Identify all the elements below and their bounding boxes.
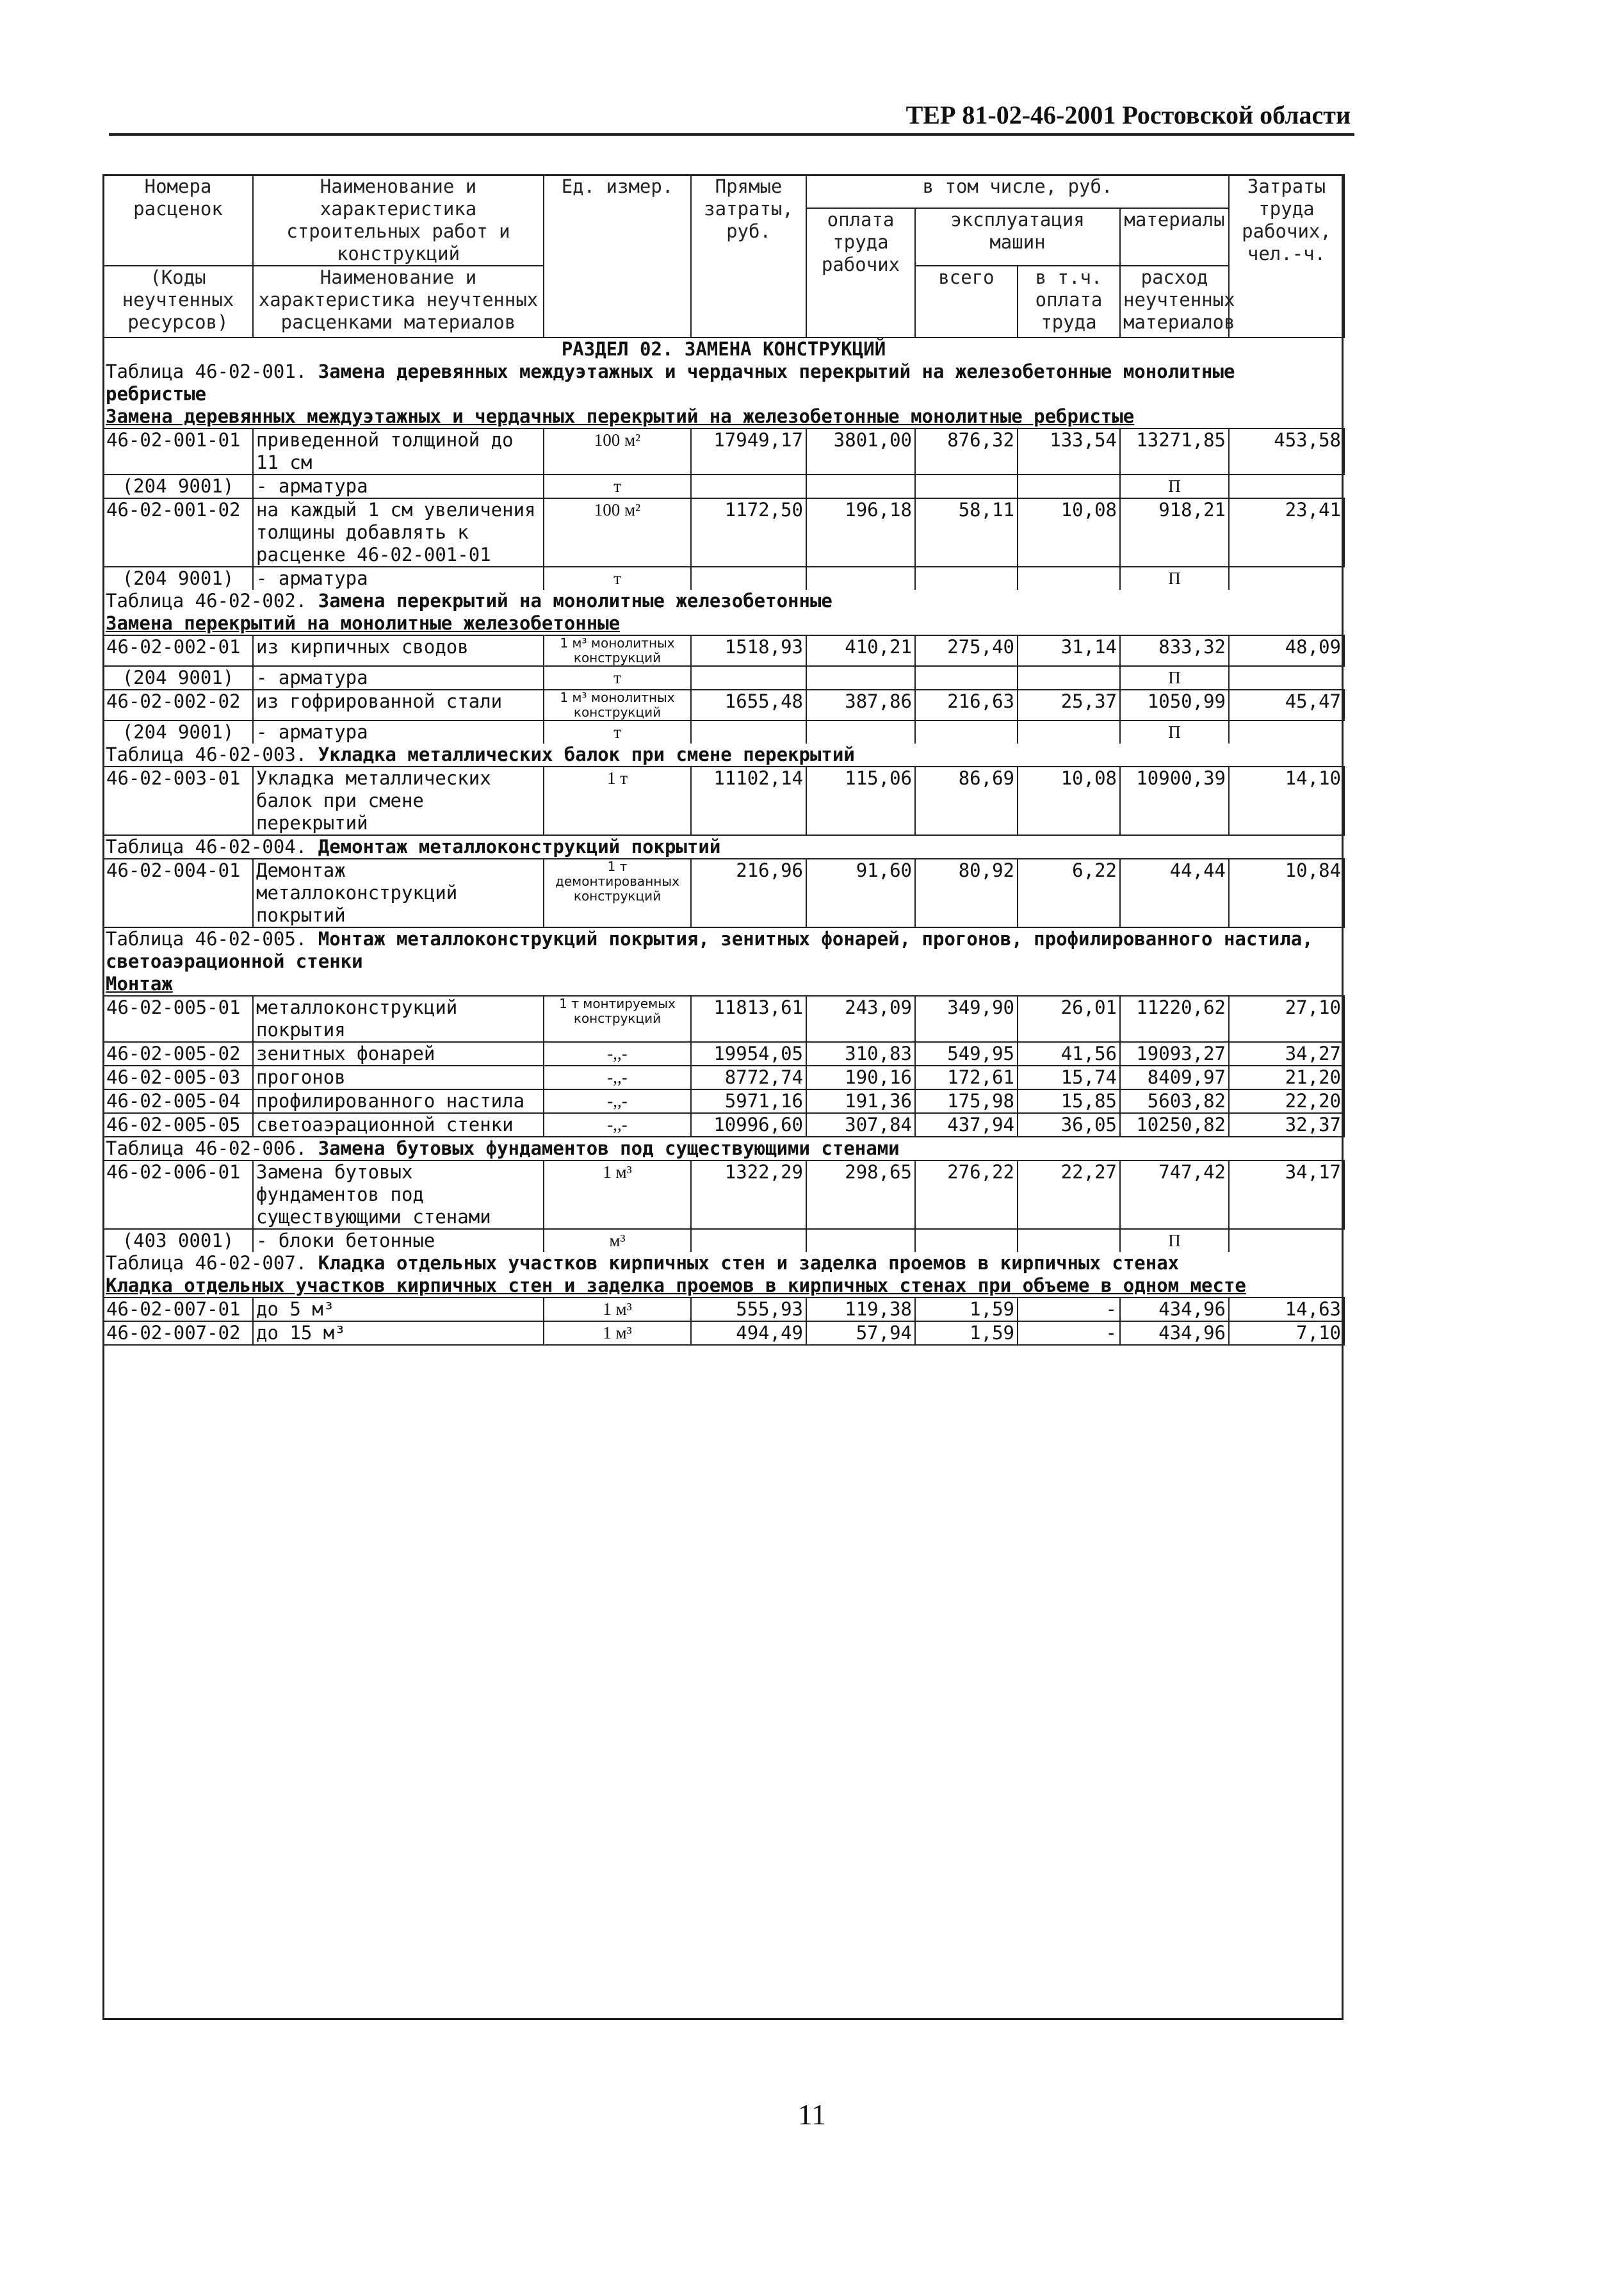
rate-code: (204 9001): [103, 475, 253, 498]
section-title: РАЗДЕЛ 02. ЗАМЕНА КОНСТРУКЦИЙ: [561, 338, 886, 360]
unit: -,,-: [544, 1113, 691, 1137]
table-title-row: [103, 927, 1344, 973]
table-subhead: [103, 1274, 1344, 1298]
machines-pay: [1018, 1229, 1120, 1252]
unit: м³: [544, 1229, 691, 1252]
resource-row: [103, 567, 1344, 590]
table-subhead: [103, 973, 1344, 996]
labor-hours: 34,27: [1229, 1042, 1344, 1066]
materials: 5603,82: [1120, 1089, 1229, 1113]
rate-code: 46-02-005-05: [103, 1113, 253, 1137]
labor-hours: 10,84: [1229, 859, 1344, 927]
materials: 8409,97: [1120, 1066, 1229, 1089]
machines-total: 276,22: [915, 1160, 1018, 1229]
rate-code: 46-02-001-01: [103, 428, 253, 475]
table-name: Кладка отдельных участков кирпичных стен и заделка проемов в кирпичных стенах: [307, 1252, 1180, 1274]
page-header: [109, 96, 1354, 136]
machines-pay: 41,56: [1018, 1042, 1120, 1066]
work-name: из гофрированной стали: [253, 690, 544, 720]
work-name: светоаэрационной стенки: [253, 1113, 544, 1137]
labor-pay: [806, 720, 915, 744]
work-name: Укладка металлических балок при смене перекрытий: [253, 767, 544, 835]
machines-total: 549,95: [915, 1042, 1018, 1066]
labor-pay: [806, 666, 915, 690]
materials: 833,32: [1120, 635, 1229, 666]
labor-pay: 196,18: [806, 498, 915, 567]
unit: 1 т демонтированных конструкций: [544, 859, 691, 927]
rate-row: [103, 498, 1344, 567]
labor-hours: [1229, 666, 1344, 690]
machines-pay: 10,08: [1018, 498, 1120, 567]
table-subhead-text: Замена деревянных междуэтажных и чердачных перекрытий на железобетонные монолитные ребристые: [106, 405, 1135, 427]
rate-row: [103, 1160, 1344, 1229]
work-name: до 15 м³: [253, 1321, 544, 1345]
table-title-row: [103, 835, 1344, 859]
table-subhead-text: Кладка отдельных участков кирпичных стен и заделка проемов в кирпичных стенах при объеме в одном месте: [106, 1274, 1246, 1296]
rate-code: 46-02-005-02: [103, 1042, 253, 1066]
machines-total: 1,59: [915, 1298, 1018, 1321]
rate-code: 46-02-007-02: [103, 1321, 253, 1345]
machines-pay: [1018, 567, 1120, 590]
rate-code: 46-02-001-02: [103, 498, 253, 567]
subhead-row: [103, 612, 1344, 635]
labor-hours: 14,10: [1229, 767, 1344, 835]
header-row-1: [103, 175, 1344, 208]
direct-costs: 10996,60: [691, 1113, 806, 1137]
direct-costs: 555,93: [691, 1298, 806, 1321]
table-name: Демонтаж металлоконструкций покрытий: [307, 836, 721, 858]
unit: т: [544, 567, 691, 590]
table-name: Замена бутовых фундаментов под существующими стенами: [307, 1137, 900, 1159]
col-hours: Затраты труда рабочих, чел.-ч.: [1229, 175, 1344, 338]
machines-pay: 25,37: [1018, 690, 1120, 720]
resource-row: [103, 666, 1344, 690]
unit: т: [544, 475, 691, 498]
labor-pay: 91,60: [806, 859, 915, 927]
rate-row: [103, 767, 1344, 835]
machines-total: [915, 475, 1018, 498]
unit: 1 м³ монолитных конструкций: [544, 635, 691, 666]
labor-pay: 119,38: [806, 1298, 915, 1321]
table-subhead: [103, 612, 1344, 635]
table-title-row: [103, 590, 1344, 612]
table-title: [103, 590, 1344, 612]
table-number: Таблица 46-02-002.: [106, 590, 307, 612]
labor-hours: 23,41: [1229, 498, 1344, 567]
table-name: Укладка металлических балок при смене перекрытий: [307, 744, 855, 765]
machines-total: [915, 567, 1018, 590]
unit: 100 м²: [544, 428, 691, 475]
col-machines-pay: в т.ч. оплата труда: [1018, 266, 1120, 338]
machines-total: 172,61: [915, 1066, 1018, 1089]
machines-pay: -: [1018, 1298, 1120, 1321]
machines-total: 175,98: [915, 1089, 1018, 1113]
work-name: - арматура: [253, 567, 544, 590]
machines-pay: 6,22: [1018, 859, 1120, 927]
unit: т: [544, 666, 691, 690]
machines-pay: 26,01: [1018, 996, 1120, 1042]
table-number: Таблица 46-02-004.: [106, 836, 307, 858]
labor-pay: 3801,00: [806, 428, 915, 475]
work-name: Замена бутовых фундаментов под существующими стенами: [253, 1160, 544, 1229]
machines-total: 80,92: [915, 859, 1018, 927]
direct-costs: 1172,50: [691, 498, 806, 567]
table-name: Монтаж металлоконструкций покрытия, зенитных фонарей, прогонов, профилированного настила, светоаэрационной стенки: [106, 928, 1313, 972]
subhead-row: [103, 973, 1344, 996]
direct-costs: [691, 567, 806, 590]
labor-hours: [1229, 720, 1344, 744]
table-subhead-text: Замена перекрытий на монолитные железобетонные: [106, 612, 621, 634]
work-name: - арматура: [253, 720, 544, 744]
materials: П: [1120, 666, 1229, 690]
labor-pay: 57,94: [806, 1321, 915, 1345]
rate-code: 46-02-005-04: [103, 1089, 253, 1113]
direct-costs: 11102,14: [691, 767, 806, 835]
machines-pay: 22,27: [1018, 1160, 1120, 1229]
labor-hours: 7,10: [1229, 1321, 1344, 1345]
work-name: - блоки бетонные: [253, 1229, 544, 1252]
labor-hours: 453,58: [1229, 428, 1344, 475]
labor-pay: [806, 475, 915, 498]
table-title: [103, 744, 1344, 767]
labor-hours: 22,20: [1229, 1089, 1344, 1113]
work-name: из кирпичных сводов: [253, 635, 544, 666]
table-body: [103, 175, 1344, 1345]
labor-pay: 115,06: [806, 767, 915, 835]
work-name: Демонтаж металлоконструкций покрытий: [253, 859, 544, 927]
direct-costs: 5971,16: [691, 1089, 806, 1113]
col-direct: Прямые затраты, руб.: [691, 175, 806, 338]
unit: 1 м³: [544, 1160, 691, 1229]
col-name-unrated: Наименование и характеристика неучтенных расценками материалов: [253, 266, 544, 338]
unit: -,,-: [544, 1066, 691, 1089]
machines-total: [915, 666, 1018, 690]
rate-row: [103, 859, 1344, 927]
table-title: [103, 361, 1344, 405]
labor-pay: 191,36: [806, 1089, 915, 1113]
materials: 10250,82: [1120, 1113, 1229, 1137]
rate-row: [103, 1089, 1344, 1113]
labor-pay: 410,21: [806, 635, 915, 666]
unit: 100 м²: [544, 498, 691, 567]
rate-code: 46-02-005-03: [103, 1066, 253, 1089]
table-title: [103, 927, 1344, 973]
direct-costs: 1518,93: [691, 635, 806, 666]
rate-code: 46-02-006-01: [103, 1160, 253, 1229]
rate-row: [103, 1321, 1344, 1345]
materials: П: [1120, 1229, 1229, 1252]
labor-pay: 307,84: [806, 1113, 915, 1137]
direct-costs: 216,96: [691, 859, 806, 927]
col-labor-pay: оплата труда рабочих: [806, 208, 915, 338]
col-name: Наименование и характеристика строительных работ и конструкций: [253, 175, 544, 266]
table-number: Таблица 46-02-003.: [106, 744, 307, 765]
col-codes: Номера расценок: [103, 175, 253, 266]
rate-row: [103, 1042, 1344, 1066]
machines-total: 86,69: [915, 767, 1018, 835]
direct-costs: 17949,17: [691, 428, 806, 475]
machines-pay: 31,14: [1018, 635, 1120, 666]
table-title: [103, 835, 1344, 859]
unit: 1 т: [544, 767, 691, 835]
labor-hours: [1229, 475, 1344, 498]
labor-hours: 48,09: [1229, 635, 1344, 666]
materials: 10900,39: [1120, 767, 1229, 835]
direct-costs: 1655,48: [691, 690, 806, 720]
materials: 19093,27: [1120, 1042, 1229, 1066]
col-unrated-consumption: расход неучтенных материалов: [1120, 266, 1229, 338]
rate-code: (204 9001): [103, 720, 253, 744]
machines-pay: 10,08: [1018, 767, 1120, 835]
materials: 1050,99: [1120, 690, 1229, 720]
resource-row: [103, 475, 1344, 498]
resource-row: [103, 720, 1344, 744]
labor-pay: [806, 567, 915, 590]
table-number: Таблица 46-02-001.: [106, 361, 307, 382]
machines-total: 1,59: [915, 1321, 1018, 1345]
labor-hours: 32,37: [1229, 1113, 1344, 1137]
table-number: Таблица 46-02-007.: [106, 1252, 307, 1274]
table-number: Таблица 46-02-006.: [106, 1137, 307, 1159]
direct-costs: 19954,05: [691, 1042, 806, 1066]
machines-total: 349,90: [915, 996, 1018, 1042]
unit: 1 м³: [544, 1321, 691, 1345]
rate-code: 46-02-002-02: [103, 690, 253, 720]
work-name: приведенной толщиной до 11 см: [253, 428, 544, 475]
materials: П: [1120, 475, 1229, 498]
table-title-row: [103, 1137, 1344, 1160]
labor-hours: 34,17: [1229, 1160, 1344, 1229]
document-code: ТЕР 81-02-46-2001 Ростовской области: [905, 101, 1351, 129]
work-name: на каждый 1 см увеличения толщины добавлять к расценке 46-02-001-01: [253, 498, 544, 567]
table-number: Таблица 46-02-005.: [106, 928, 307, 950]
work-name: зенитных фонарей: [253, 1042, 544, 1066]
labor-hours: [1229, 1229, 1344, 1252]
materials: 11220,62: [1120, 996, 1229, 1042]
labor-hours: 14,63: [1229, 1298, 1344, 1321]
unit: -,,-: [544, 1089, 691, 1113]
rate-row: [103, 1113, 1344, 1137]
direct-costs: 1322,29: [691, 1160, 806, 1229]
rate-code: (204 9001): [103, 567, 253, 590]
unit: 1 т монтируемых конструкций: [544, 996, 691, 1042]
direct-costs: [691, 475, 806, 498]
rate-code: 46-02-007-01: [103, 1298, 253, 1321]
machines-pay: -: [1018, 1321, 1120, 1345]
table-name: Замена перекрытий на монолитные железобетонные: [307, 590, 832, 612]
machines-pay: 15,85: [1018, 1089, 1120, 1113]
labor-hours: 21,20: [1229, 1066, 1344, 1089]
rate-code: 46-02-002-01: [103, 635, 253, 666]
machines-pay: 36,05: [1018, 1113, 1120, 1137]
labor-pay: 310,83: [806, 1042, 915, 1066]
machines-pay: [1018, 720, 1120, 744]
materials: 434,96: [1120, 1298, 1229, 1321]
machines-total: [915, 720, 1018, 744]
labor-hours: [1229, 567, 1344, 590]
machines-pay: [1018, 475, 1120, 498]
machines-pay: 15,74: [1018, 1066, 1120, 1089]
labor-pay: 387,86: [806, 690, 915, 720]
col-unit: Ед. измер.: [544, 175, 691, 338]
direct-costs: [691, 1229, 806, 1252]
unit: -,,-: [544, 1042, 691, 1066]
table-subhead-text: Монтаж: [106, 973, 173, 995]
materials: 434,96: [1120, 1321, 1229, 1345]
materials: 44,44: [1120, 859, 1229, 927]
rate-row: [103, 996, 1344, 1042]
machines-total: 216,63: [915, 690, 1018, 720]
rate-code: (204 9001): [103, 666, 253, 690]
rate-code: 46-02-005-01: [103, 996, 253, 1042]
work-name: прогонов: [253, 1066, 544, 1089]
rate-row: [103, 1298, 1344, 1321]
rate-row: [103, 428, 1344, 475]
machines-total: [915, 1229, 1018, 1252]
unit: 1 м³ монолитных конструкций: [544, 690, 691, 720]
materials: П: [1120, 567, 1229, 590]
table-title-row: [103, 361, 1344, 405]
unit: 1 м³: [544, 1298, 691, 1321]
subhead-row: [103, 405, 1344, 428]
machines-total: 437,94: [915, 1113, 1018, 1137]
work-name: профилированного настила: [253, 1089, 544, 1113]
rate-code: 46-02-004-01: [103, 859, 253, 927]
materials: 747,42: [1120, 1160, 1229, 1229]
unit: т: [544, 720, 691, 744]
labor-pay: [806, 1229, 915, 1252]
direct-costs: [691, 720, 806, 744]
materials: 13271,85: [1120, 428, 1229, 475]
rate-row: [103, 1066, 1344, 1089]
table-subhead: [103, 405, 1344, 428]
machines-pay: [1018, 666, 1120, 690]
col-incl: в том числе, руб.: [806, 175, 1229, 208]
rate-row: [103, 690, 1344, 720]
table-name: Замена деревянных междуэтажных и чердачных перекрытий на железобетонные монолитные ребристые: [106, 361, 1235, 405]
direct-costs: 11813,61: [691, 996, 806, 1042]
table-title-row: [103, 1252, 1344, 1274]
work-name: до 5 м³: [253, 1298, 544, 1321]
machines-total: 58,11: [915, 498, 1018, 567]
direct-costs: [691, 666, 806, 690]
col-machines-total: всего: [915, 266, 1018, 338]
direct-costs: 8772,74: [691, 1066, 806, 1089]
work-name: металлоконструкций покрытия: [253, 996, 544, 1042]
table-title: [103, 1252, 1344, 1274]
rates-table: [102, 174, 1345, 1346]
direct-costs: 494,49: [691, 1321, 806, 1345]
materials: 918,21: [1120, 498, 1229, 567]
work-name: - арматура: [253, 666, 544, 690]
labor-hours: 27,10: [1229, 996, 1344, 1042]
machines-total: 275,40: [915, 635, 1018, 666]
materials: П: [1120, 720, 1229, 744]
rate-code: (403 0001): [103, 1229, 253, 1252]
labor-pay: 243,09: [806, 996, 915, 1042]
rate-row: [103, 635, 1344, 666]
labor-pay: 298,65: [806, 1160, 915, 1229]
machines-pay: 133,54: [1018, 428, 1120, 475]
subhead-row: [103, 1274, 1344, 1298]
col-codes-unrated: (Коды неучтенных ресурсов): [103, 266, 253, 338]
labor-pay: 190,16: [806, 1066, 915, 1089]
page-number: 11: [797, 2098, 827, 2131]
rate-code: 46-02-003-01: [103, 767, 253, 835]
table-title-row: [103, 744, 1344, 767]
section-row: [103, 338, 1344, 361]
labor-hours: 45,47: [1229, 690, 1344, 720]
machines-total: 876,32: [915, 428, 1018, 475]
table-title: [103, 1137, 1344, 1160]
col-materials: материалы: [1120, 208, 1229, 266]
work-name: - арматура: [253, 475, 544, 498]
resource-row: [103, 1229, 1344, 1252]
col-machines: эксплуатация машин: [915, 208, 1120, 266]
